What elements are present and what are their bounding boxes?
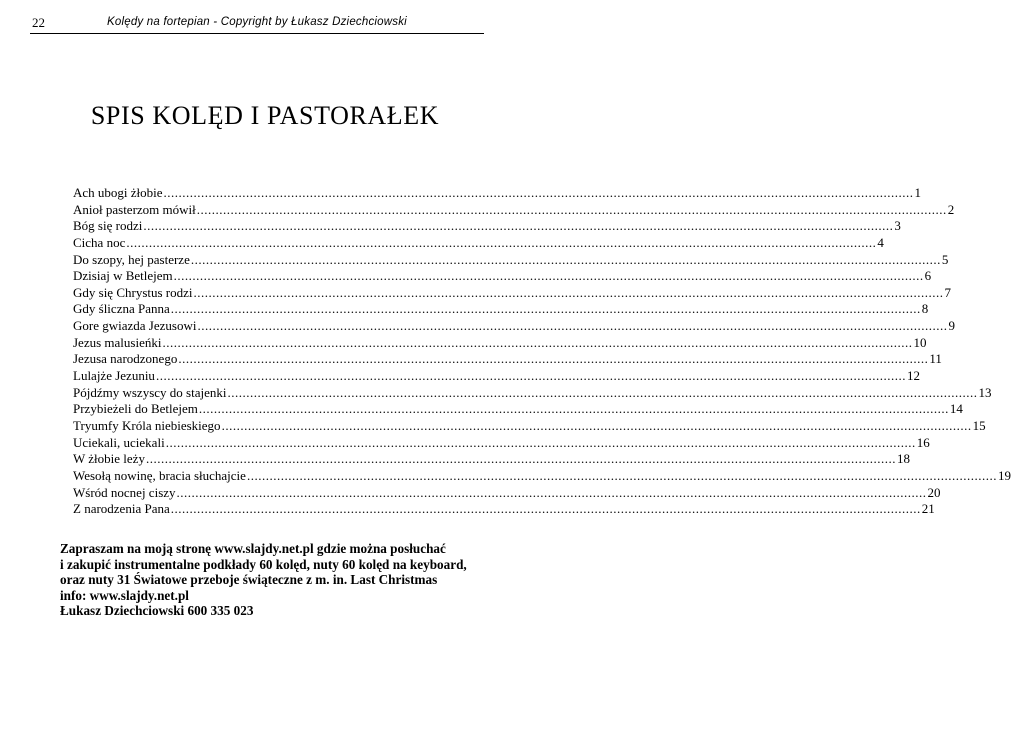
toc-entry-title: Bóg się rodzi [73,218,143,234]
footer-line: i zakupić instrumentalne podkłady 60 kolęd, nuty 60 kolęd na keyboard, [60,556,467,572]
toc-entry [73,417,986,435]
toc-entry-title: Gdy śliczna Panna [73,301,170,317]
toc-entry-page: 16 [916,434,930,450]
dot-leader: ........................................................................................................................................................................................................ [170,501,921,517]
toc-entry [73,434,930,452]
dot-leader: ........................................................................................................................................................................................................ [145,451,896,467]
toc-entry [73,251,949,269]
toc-entry-title: Tryumfy Króla niebieskiego [73,417,221,433]
toc-entry [73,501,935,518]
toc-entry-page: 9 [948,318,955,334]
footer-info [60,541,500,619]
toc-entry-title: Anioł pasterzom mówił [73,201,196,217]
dot-leader: ........................................................................................................................................................................................................ [163,185,914,200]
page-number: 22 [32,15,45,30]
toc-entry-title: Gdy się Chrystus rodzi [73,284,193,300]
toc-entry-page: 15 [972,417,986,433]
dot-leader: ........................................................................................................................................................................................................ [196,201,947,217]
page-header [30,13,484,34]
toc-entry [73,284,952,302]
footer-line: info: www.slajdy.net.pl [60,587,189,603]
toc-entry-page: 3 [894,218,901,234]
toc-entry-title: Do szopy, hej pasterze [73,251,190,267]
toc-entry-title: Jezusa narodzonego [73,351,178,367]
toc-entry [73,218,901,235]
toc-entry-title: Przybieżeli do Betlejem [73,401,198,417]
dot-leader: ........................................................................................................................................................................................................ [193,284,944,300]
dot-leader: ........................................................................................................................................................................................................ [227,384,978,400]
toc-entry [73,467,1011,485]
dot-leader: ........................................................................................................................................................................................................ [170,301,921,317]
dot-leader: ........................................................................................................................................................................................................ [221,417,972,433]
page-title: SPIS KOLĘD I PASTORAŁEK [90,101,440,130]
dot-leader: ........................................................................................................................................................................................................ [197,318,948,334]
toc-entry-page: 18 [896,451,910,467]
toc-entry [73,301,929,318]
dot-leader: ........................................................................................................................................................................................................ [198,401,949,417]
footer-line: oraz nuty 31 Światowe przeboje świąteczne z m. in. Last Christmas [60,572,438,588]
toc-entry [73,451,910,468]
toc-entry-title: Cicha noc [73,234,126,250]
toc-entry-page: 13 [978,384,992,400]
table-of-contents [73,185,1011,518]
toc-entry [73,318,955,335]
dot-leader: ........................................................................................................................................................................................................ [176,484,927,500]
toc-entry-title: Z narodzenia Pana [73,501,170,517]
toc-entry [73,334,927,352]
toc-entry [73,484,941,502]
toc-entry-page: 5 [941,251,949,267]
dot-leader: ........................................................................................................................................................................................................ [173,268,924,284]
toc-entry [73,234,884,252]
dot-leader: ........................................................................................................................................................................................................ [246,467,997,483]
toc-entry-title: Pójdźmy wszyscy do stajenki [73,384,227,400]
dot-leader: ........................................................................................................................................................................................................ [155,368,906,384]
toc-entry-title: W żłobie leży [73,451,145,467]
toc-entry [73,201,955,219]
toc-entry-title: Gore gwiazda Jezusowi [73,318,197,334]
toc-entry-page: 2 [947,201,955,217]
toc-entry-title: Lulajże Jezuniu [73,368,155,384]
toc-entry-title: Wesołą nowinę, bracia słuchajcie [73,467,246,483]
toc-entry [73,268,932,285]
toc-entry-page: 8 [921,301,929,317]
dot-leader: ........................................................................................................................................................................................................ [126,234,877,250]
toc-entry [73,368,920,385]
toc-entry-title: Wśród nocnej ciszy [73,484,176,500]
toc-entry-page: 6 [924,268,932,284]
dot-leader: ........................................................................................................................................................................................................ [178,351,929,367]
dot-leader: ........................................................................................................................................................................................................ [162,334,913,350]
dot-leader: ........................................................................................................................................................................................................ [190,251,941,267]
toc-entry-page: 20 [927,484,941,500]
toc-entry [73,185,922,202]
toc-entry-page: 14 [949,401,963,417]
toc-entry-page: 21 [921,501,935,517]
toc-entry-page: 19 [997,467,1011,483]
toc-entry [73,401,963,418]
footer-line: Łukasz Dziechciowski 600 335 023 [60,603,254,619]
footer-line: Zapraszam na moją stronę www.slajdy.net.pl gdzie można posłuchać [60,541,446,556]
dot-leader: ........................................................................................................................................................................................................ [143,218,894,234]
toc-entry-page: 11 [929,351,942,367]
dot-leader: ........................................................................................................................................................................................................ [165,434,916,450]
toc-entry-page: 4 [877,234,884,250]
toc-entry-page: 1 [914,185,922,200]
running-title: Kolędy na fortepian - Copyright by Łukasz Dziechciowski [107,16,407,28]
toc-entry-page: 12 [906,368,920,384]
toc-entry-page: 10 [913,334,927,350]
toc-entry-title: Dzisiaj w Betlejem [73,268,173,284]
toc-entry [73,351,942,368]
toc-entry-title: Jezus malusieńki [73,334,162,350]
toc-entry [73,384,992,402]
toc-entry-title: Ach ubogi żłobie [73,185,163,200]
toc-entry-page: 7 [944,284,952,300]
toc-entry-title: Uciekali, uciekali [73,434,165,450]
